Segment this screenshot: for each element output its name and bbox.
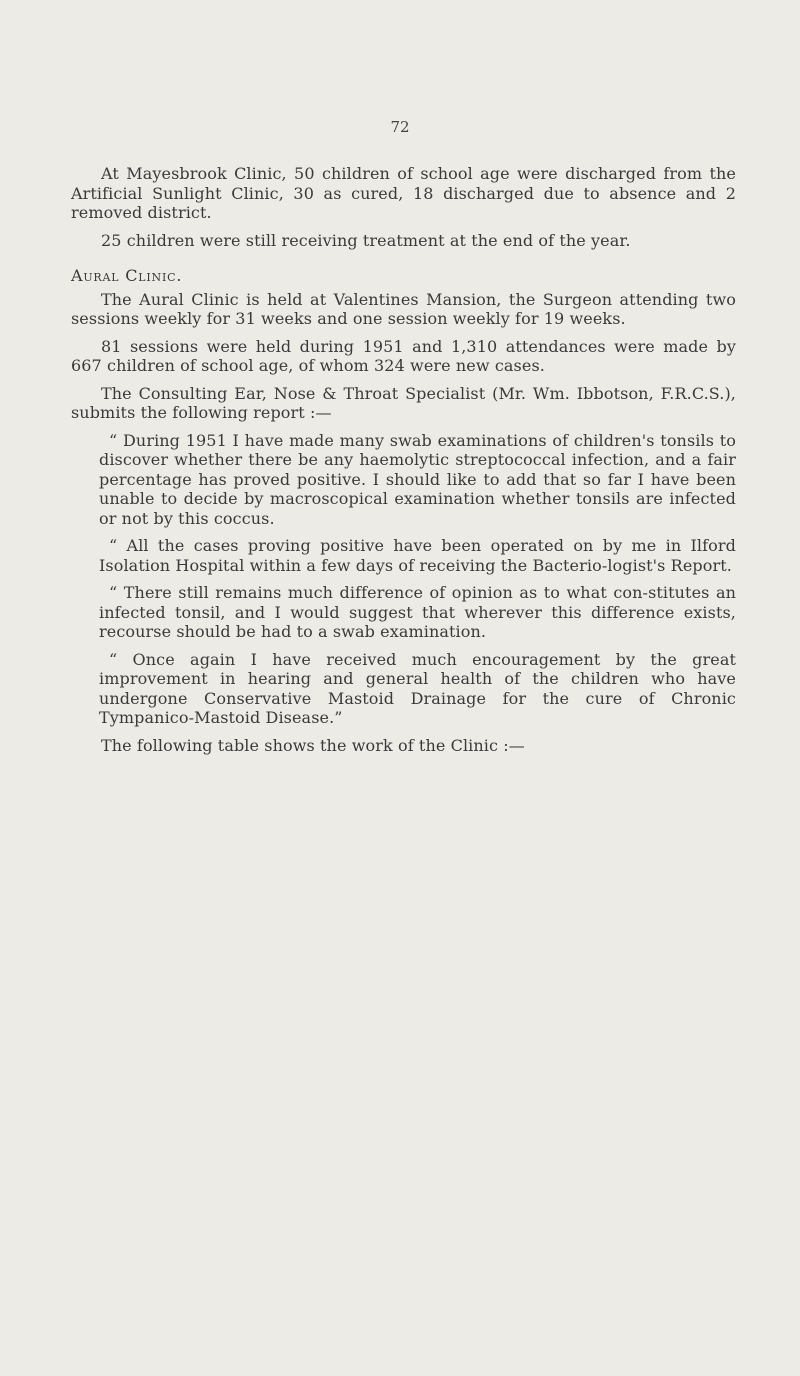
quote-swab-examinations: “ During 1951 I have made many swab examinations of children's tonsils to discover whether there be any haemolytic streptococcal infection, and a fair percentage has proved positive. I should like to add that so far I have been unable to decide by macroscopical examination whether tonsils are infected or not by this coccus.: [99, 430, 736, 528]
paragraph-specialist: The Consulting Ear, Nose & Throat Specialist (Mr. Wm. Ibbotson, F.R.C.S.), submits the following report :—: [71, 383, 736, 422]
paragraph-aural-clinic-location: The Aural Clinic is held at Valentines Mansion, the Surgeon attending two sessions weekly for 31 weeks and one session weekly for 19 weeks.: [71, 289, 736, 328]
quote-cases-positive: “ All the cases proving positive have been operated on by me in Ilford Isolation Hospital within a few days of receiving the Bacterio-logist's Report.: [99, 536, 736, 575]
paragraph-mayesbrook: At Mayesbrook Clinic, 50 children of school age were discharged from the Artificial Sunlight Clinic, 30 as cured, 18 discharged due to absence and 2 removed district.: [71, 164, 736, 222]
quote-encouragement: “ Once again I have received much encouragement by the great improvement in hearing and general health of the children who have undergone Conservative Mastoid Drainage for the cure of Chronic Tympanico-Mastoid Disease.”: [99, 649, 736, 727]
paragraph-still-receiving: 25 children were still receiving treatment at the end of the year.: [101, 230, 631, 250]
paragraph-table-intro: The following table shows the work of the Clinic :—: [101, 735, 525, 755]
page-number: 72: [390, 118, 410, 136]
page-body: [71, 164, 736, 763]
quote-difference-opinion: “ There still remains much difference of opinion as to what con-stitutes an infected tonsil, and I would suggest that wherever this difference exists, recourse should be had to a swab examination.: [99, 583, 736, 641]
paragraph-sessions: 81 sessions were held during 1951 and 1,310 attendances were made by 667 children of school age, of whom 324 were new cases.: [71, 336, 736, 375]
section-heading-aural-clinic: Aural Clinic.: [71, 266, 183, 285]
